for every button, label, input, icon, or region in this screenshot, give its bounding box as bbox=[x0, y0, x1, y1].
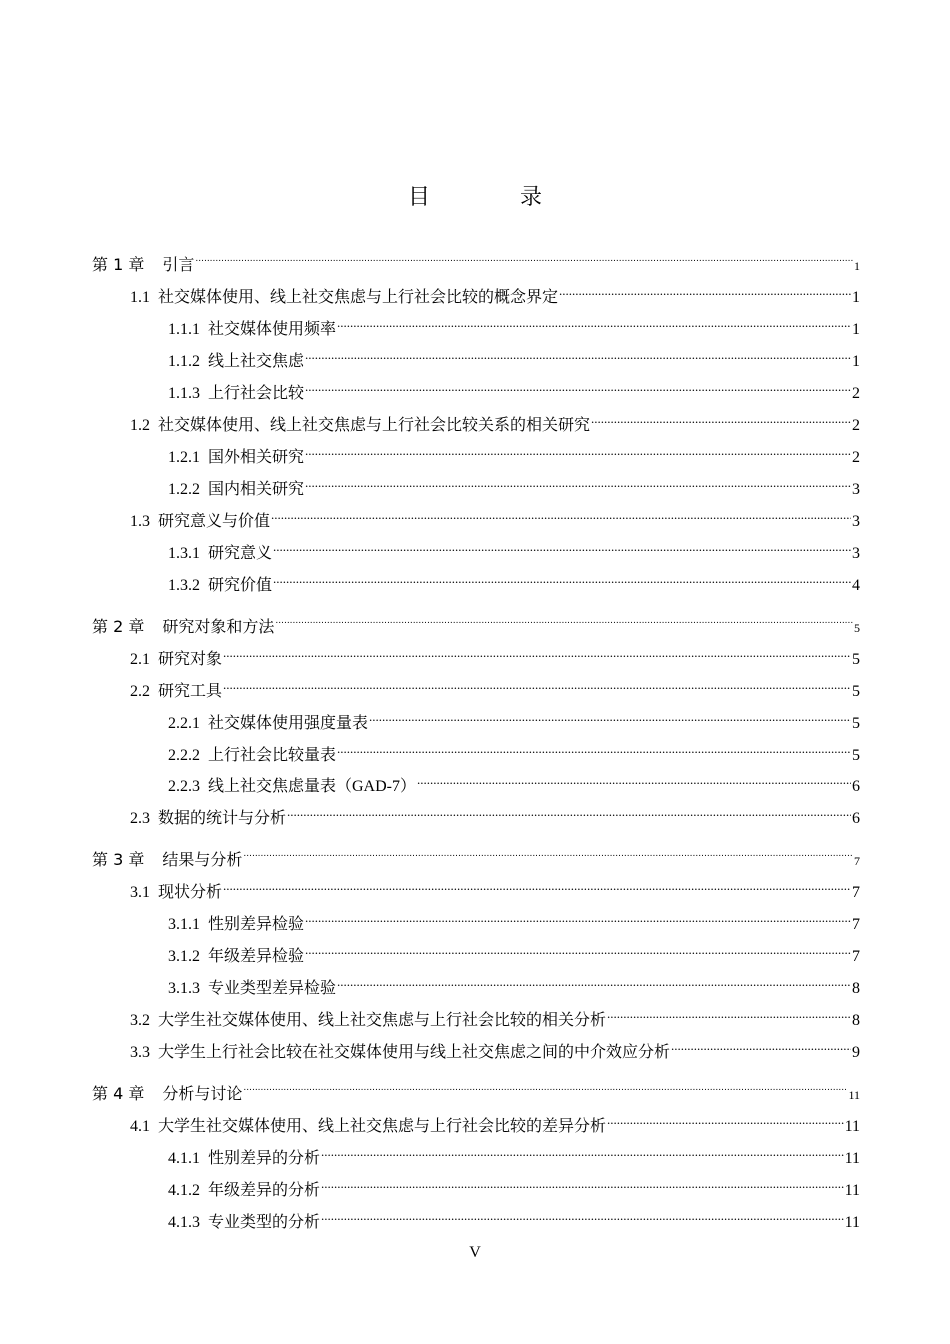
toc-entry-number: 2.2 bbox=[130, 683, 150, 700]
toc-dot-leader bbox=[671, 1029, 851, 1057]
toc-entry-number: 第 3 章 bbox=[92, 850, 145, 869]
toc-dot-leader bbox=[369, 700, 851, 728]
toc-section-entry[interactable] bbox=[168, 965, 860, 997]
toc-entry-number: 3.1.2 bbox=[168, 948, 200, 965]
toc-dot-leader bbox=[223, 636, 851, 664]
toc-dot-leader bbox=[591, 402, 851, 430]
toc-dot-leader bbox=[607, 1103, 844, 1131]
toc-section-entry[interactable] bbox=[168, 530, 860, 562]
toc-entry-title: 研究工具 bbox=[158, 683, 223, 700]
toc-section-entry[interactable] bbox=[130, 869, 860, 901]
toc-entry-number: 1.3.2 bbox=[168, 577, 200, 594]
toc-dot-leader bbox=[559, 274, 851, 302]
toc-dot-leader bbox=[321, 1199, 844, 1227]
toc-entry-title: 大学生社交媒体使用、线上社交焦虑与上行社会比较的差异分析 bbox=[158, 1118, 607, 1135]
toc-dot-leader bbox=[195, 242, 853, 270]
toc-section-entry[interactable] bbox=[168, 1167, 860, 1199]
toc-entry-title: 研究对象 bbox=[158, 651, 223, 668]
toc-dot-leader bbox=[607, 997, 851, 1025]
toc-entry-number: 3.1 bbox=[130, 884, 150, 901]
toc-entry-title: 研究价值 bbox=[208, 577, 273, 594]
toc-entry-title: 国外相关研究 bbox=[208, 449, 305, 466]
toc-section-entry[interactable] bbox=[168, 763, 860, 795]
toc-dot-leader bbox=[305, 901, 851, 929]
toc-entry-title: 上行社会比较 bbox=[208, 385, 305, 402]
toc-entry-page: 7 bbox=[854, 854, 860, 868]
toc-entry-page: 1 bbox=[852, 321, 860, 338]
toc-entry-number: 3.1.1 bbox=[168, 916, 200, 933]
toc-entry-page: 2 bbox=[852, 417, 860, 434]
toc-entry-page: 8 bbox=[852, 1012, 860, 1029]
toc-entry-number: 2.2.1 bbox=[168, 715, 200, 732]
toc-dot-leader bbox=[287, 795, 851, 823]
toc-chapter-entry[interactable] bbox=[92, 242, 860, 274]
toc-section-entry[interactable] bbox=[130, 997, 860, 1029]
toc-entry-title: 上行社会比较量表 bbox=[208, 747, 337, 764]
toc-dot-leader bbox=[337, 965, 851, 993]
toc-entry-number: 3.1.3 bbox=[168, 980, 200, 997]
toc-section-entry[interactable] bbox=[168, 700, 860, 732]
toc-entry-title: 社交媒体使用强度量表 bbox=[208, 715, 369, 732]
toc-entry-page: 11 bbox=[844, 1214, 860, 1231]
toc-entry-number: 1.1.1 bbox=[168, 321, 200, 338]
toc-dot-leader bbox=[223, 869, 851, 897]
toc-entry-page: 6 bbox=[852, 810, 860, 827]
toc-entry-number: 3.2 bbox=[130, 1012, 150, 1029]
toc-dot-leader bbox=[223, 668, 851, 696]
toc-section-entry[interactable] bbox=[130, 636, 860, 668]
toc-entry-number: 1.2 bbox=[130, 417, 150, 434]
toc-entry-number: 4.1 bbox=[130, 1118, 150, 1135]
toc-section-entry[interactable] bbox=[168, 370, 860, 402]
toc-entry-number: 4.1.2 bbox=[168, 1182, 200, 1199]
toc-entry-title: 专业类型的分析 bbox=[208, 1214, 321, 1231]
toc-entry-title: 现状分析 bbox=[158, 884, 223, 901]
toc-entry-page: 7 bbox=[852, 884, 860, 901]
toc-entry-page: 7 bbox=[852, 948, 860, 965]
toc-entry-number: 1.3 bbox=[130, 513, 150, 530]
toc-dot-leader bbox=[305, 434, 851, 462]
toc-entry-title: 线上社交焦虑量表（GAD-7） bbox=[208, 778, 416, 795]
toc-entry-page: 2 bbox=[852, 449, 860, 466]
toc-entry-page: 4 bbox=[852, 577, 860, 594]
toc-entry-title: 国内相关研究 bbox=[208, 481, 305, 498]
toc-entry-page: 11 bbox=[844, 1118, 860, 1135]
toc-entry-page: 5 bbox=[854, 621, 860, 635]
toc-entry-title: 结果与分析 bbox=[162, 850, 243, 869]
toc-entry-title: 性别差异的分析 bbox=[208, 1150, 321, 1167]
toc-entry-title: 分析与讨论 bbox=[162, 1084, 243, 1103]
toc-entry-number: 4.1.1 bbox=[168, 1150, 200, 1167]
toc-entry-page: 3 bbox=[852, 545, 860, 562]
toc-section-entry[interactable] bbox=[168, 306, 860, 338]
toc-entry-number: 1.1.3 bbox=[168, 385, 200, 402]
toc-section-entry[interactable] bbox=[168, 1199, 860, 1231]
toc-entry-title: 社交媒体使用频率 bbox=[208, 321, 337, 338]
page-number: V bbox=[469, 1244, 481, 1261]
toc-dot-leader bbox=[321, 1167, 844, 1195]
toc-entry-title: 专业类型差异检验 bbox=[208, 980, 337, 997]
toc-section-entry[interactable] bbox=[130, 402, 860, 434]
toc-entry-page: 1 bbox=[854, 259, 860, 273]
toc-dot-leader bbox=[243, 1071, 847, 1099]
toc-section-entry[interactable] bbox=[168, 732, 860, 764]
toc-dot-leader bbox=[305, 466, 851, 494]
toc-entry-title: 大学生社交媒体使用、线上社交焦虑与上行社会比较的相关分析 bbox=[158, 1012, 607, 1029]
toc-entry-number: 1.1 bbox=[130, 289, 150, 306]
toc-section-entry[interactable] bbox=[168, 562, 860, 594]
toc-entry-page: 9 bbox=[852, 1044, 860, 1061]
toc-dot-leader bbox=[337, 732, 851, 760]
toc-dot-leader bbox=[337, 306, 851, 334]
toc-entry-page: 5 bbox=[852, 651, 860, 668]
toc-entry-title: 研究对象和方法 bbox=[162, 617, 275, 636]
toc-entry-page: 5 bbox=[852, 683, 860, 700]
toc-section-entry[interactable] bbox=[130, 1029, 860, 1061]
toc-entry-page: 3 bbox=[852, 481, 860, 498]
toc-dot-leader bbox=[321, 1135, 844, 1163]
toc-entry-number: 3.3 bbox=[130, 1044, 150, 1061]
toc-entry-page: 1 bbox=[852, 289, 860, 306]
toc-dot-leader bbox=[417, 763, 851, 791]
toc-title: 目 录 bbox=[407, 185, 576, 210]
toc-entry-title: 研究意义与价值 bbox=[158, 513, 271, 530]
toc-entry-title: 年级差异检验 bbox=[208, 948, 305, 965]
toc-entry-title: 研究意义 bbox=[208, 545, 273, 562]
toc-entry-title: 大学生上行社会比较在社交媒体使用与线上社交焦虑之间的中介效应分析 bbox=[158, 1044, 671, 1061]
toc-entry-number: 第 2 章 bbox=[92, 617, 145, 636]
toc-section-entry[interactable] bbox=[130, 274, 860, 306]
toc-chapter-entry[interactable] bbox=[92, 604, 860, 636]
toc-entry-number: 第 1 章 bbox=[92, 255, 145, 274]
toc-section-entry[interactable] bbox=[168, 434, 860, 466]
toc-dot-leader bbox=[305, 370, 851, 398]
toc-entry-page: 2 bbox=[852, 385, 860, 402]
toc-section-entry[interactable] bbox=[130, 1103, 860, 1135]
toc-entry-page: 11 bbox=[848, 1088, 860, 1102]
toc-entry-number: 2.2.2 bbox=[168, 747, 200, 764]
toc-entry-number: 1.3.1 bbox=[168, 545, 200, 562]
toc-dot-leader bbox=[305, 338, 851, 366]
toc-dot-leader bbox=[243, 837, 853, 865]
toc-entry-number: 第 4 章 bbox=[92, 1084, 145, 1103]
toc-entry-page: 7 bbox=[852, 916, 860, 933]
toc-dot-leader bbox=[305, 933, 851, 961]
toc-section-entry[interactable] bbox=[168, 1135, 860, 1167]
toc-dot-leader bbox=[273, 530, 851, 558]
toc-entry-title: 年级差异的分析 bbox=[208, 1182, 321, 1199]
toc-section-entry[interactable] bbox=[168, 338, 860, 370]
toc-section-entry[interactable] bbox=[130, 498, 860, 530]
toc-entry-title: 引言 bbox=[162, 255, 195, 274]
toc-entry-page: 11 bbox=[844, 1150, 860, 1167]
toc-entry-page: 3 bbox=[852, 513, 860, 530]
toc-dot-leader bbox=[275, 604, 853, 632]
toc-entry-number: 1.1.2 bbox=[168, 353, 200, 370]
toc-entry-title: 数据的统计与分析 bbox=[158, 810, 287, 827]
toc-entry-number: 2.2.3 bbox=[168, 778, 200, 795]
toc-entry-title: 社交媒体使用、线上社交焦虑与上行社会比较关系的相关研究 bbox=[158, 417, 591, 434]
toc-section-entry[interactable] bbox=[168, 901, 860, 933]
toc-entry-number: 2.3 bbox=[130, 810, 150, 827]
toc-dot-leader bbox=[273, 562, 851, 590]
toc-entry-number: 2.1 bbox=[130, 651, 150, 668]
toc-entry-page: 1 bbox=[852, 353, 860, 370]
toc-entry-title: 性别差异检验 bbox=[208, 916, 305, 933]
toc-section-entry[interactable] bbox=[130, 795, 860, 827]
toc-entry-number: 1.2.2 bbox=[168, 481, 200, 498]
toc-chapter-entry[interactable] bbox=[92, 1071, 860, 1103]
toc-chapter-entry[interactable] bbox=[92, 837, 860, 869]
toc-section-entry[interactable] bbox=[130, 668, 860, 700]
toc-entry-title: 社交媒体使用、线上社交焦虑与上行社会比较的概念界定 bbox=[158, 289, 559, 306]
toc-entry-page: 11 bbox=[844, 1182, 860, 1199]
toc-section-entry[interactable] bbox=[168, 933, 860, 965]
toc-entry-page: 5 bbox=[852, 747, 860, 764]
toc-entry-number: 1.2.1 bbox=[168, 449, 200, 466]
toc-entry-number: 4.1.3 bbox=[168, 1214, 200, 1231]
toc-dot-leader bbox=[271, 498, 851, 526]
toc-entry-page: 6 bbox=[852, 778, 860, 795]
toc-entry-page: 8 bbox=[852, 980, 860, 997]
toc-entry-page: 5 bbox=[852, 715, 860, 732]
toc-section-entry[interactable] bbox=[168, 466, 860, 498]
toc-entry-title: 线上社交焦虑 bbox=[208, 353, 305, 370]
